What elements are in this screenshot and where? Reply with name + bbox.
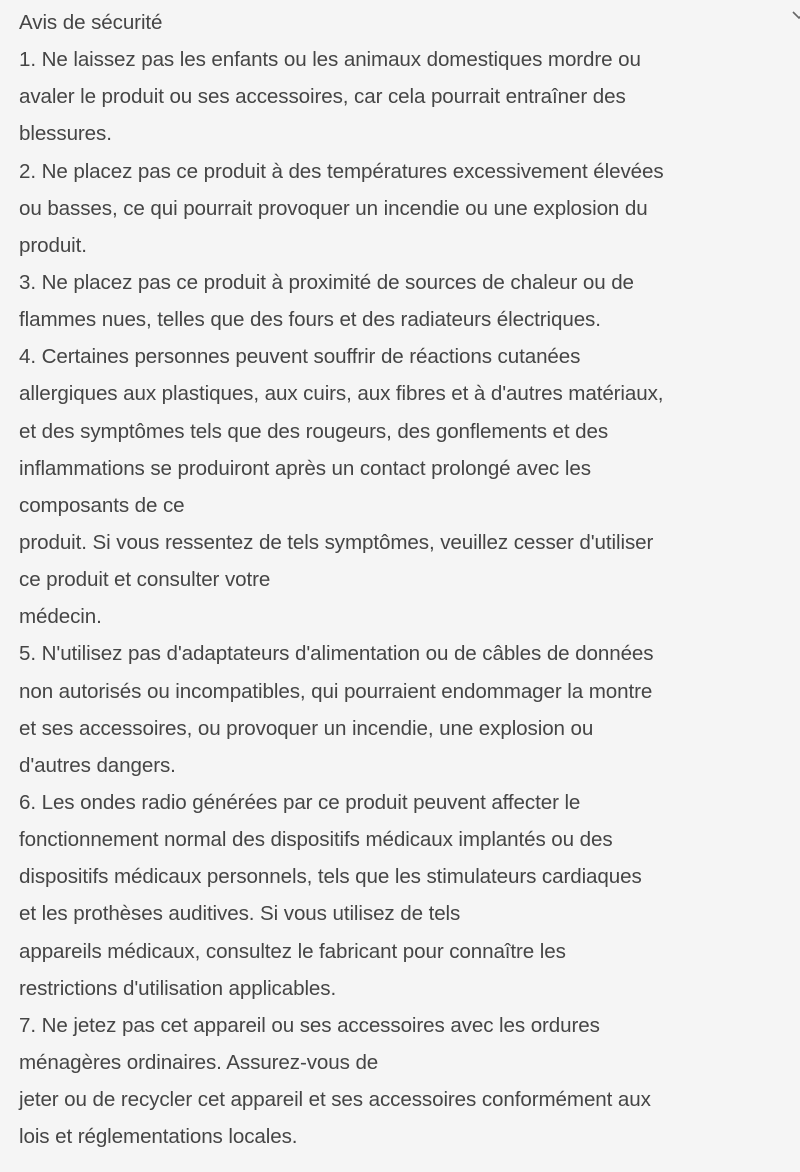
notice-line: blessures. bbox=[19, 122, 112, 146]
notice-line: produit. Si vous ressentez de tels symptômes, veuillez cesser d'utiliser bbox=[19, 530, 654, 554]
notice-line: médecin. bbox=[19, 605, 102, 629]
notice-line: 4. Certaines personnes peuvent souffrir de réactions cutanées bbox=[19, 345, 581, 369]
notice-line: restrictions d'utilisation applicables. bbox=[19, 976, 337, 1000]
notice-line: 2. Ne placez pas ce produit à des températures excessivement élevées bbox=[19, 159, 664, 183]
notice-line: jeter ou de recycler cet appareil et ses accessoires conformément aux bbox=[19, 1088, 651, 1112]
notice-line: ménagères ordinaires. Assurez-vous de bbox=[19, 1050, 379, 1074]
notice-line: 1. Ne laissez pas les enfants ou les animaux domestiques mordre ou bbox=[19, 48, 641, 72]
notice-line: 3. Ne placez pas ce produit à proximité de sources de chaleur ou de bbox=[19, 270, 634, 294]
notice-line: et des symptômes tels que des rougeurs, des gonflements et des bbox=[19, 419, 609, 443]
notice-line: lois et réglementations locales. bbox=[19, 1125, 298, 1149]
notice-line: composants de ce bbox=[19, 493, 185, 517]
notice-line: flammes nues, telles que des fours et des radiateurs électriques. bbox=[19, 308, 601, 332]
notice-line: 7. Ne jetez pas cet appareil ou ses accessoires avec les ordures bbox=[19, 1013, 600, 1037]
notice-line: avaler le produit ou ses accessoires, car cela pourrait entraîner des bbox=[19, 85, 626, 109]
notice-line: non autorisés ou incompatibles, qui pourraient endommager la montre bbox=[19, 679, 653, 703]
notice-line: 5. N'utilisez pas d'adaptateurs d'alimentation ou de câbles de données bbox=[19, 642, 654, 666]
notice-line: appareils médicaux, consultez le fabricant pour connaître les bbox=[19, 939, 566, 963]
notice-title: Avis de sécurité bbox=[19, 11, 163, 34]
notice-line: allergiques aux plastiques, aux cuirs, aux fibres et à d'autres matériaux, bbox=[19, 382, 664, 406]
notice-line: dispositifs médicaux personnels, tels que les stimulateurs cardiaques bbox=[19, 865, 642, 889]
notice-line: ce produit et consulter votre bbox=[19, 568, 271, 592]
notice-line: 6. Les ondes radio générées par ce produit peuvent affecter le bbox=[19, 790, 581, 814]
notice-line: ou basses, ce qui pourrait provoquer un incendie ou une explosion du bbox=[19, 196, 648, 220]
chevron-down-icon[interactable] bbox=[792, 10, 800, 20]
notice-line: d'autres dangers. bbox=[19, 753, 176, 777]
notice-line: fonctionnement normal des dispositifs médicaux implantés ou des bbox=[19, 828, 613, 852]
notice-line: inflammations se produiront après un contact prolongé avec les bbox=[19, 456, 591, 480]
notice-line: produit. bbox=[19, 233, 87, 257]
notice-line: et les prothèses auditives. Si vous utilisez de tels bbox=[19, 902, 461, 926]
notice-line: et ses accessoires, ou provoquer un incendie, une explosion ou bbox=[19, 716, 594, 740]
safety-notice bbox=[19, 4, 794, 1155]
